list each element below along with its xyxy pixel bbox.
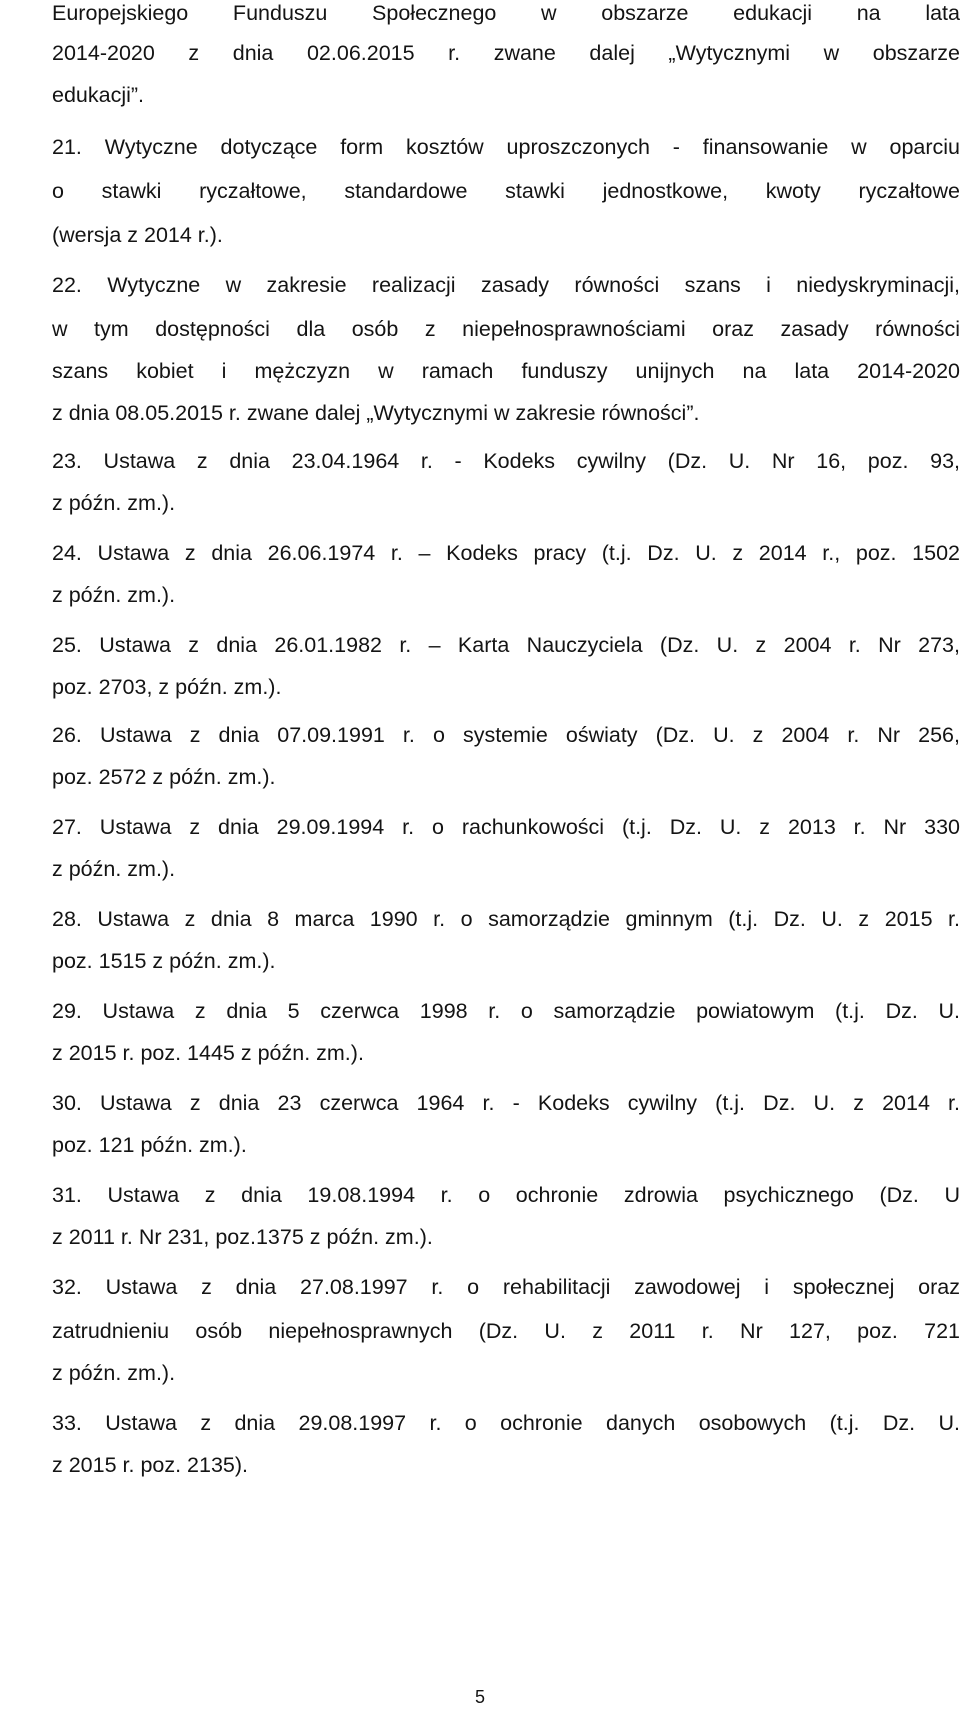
list-item-32-line: zatrudnieniu osób niepełnosprawnych (Dz. U. z 2011 r. Nr 127, poz. 721: [52, 1319, 960, 1343]
list-item-21-line: 21. Wytyczne dotyczące form kosztów uproszczonych - finansowanie w oparciu: [52, 135, 960, 159]
list-item-25-line: poz. 2703, z późn. zm.).: [52, 675, 282, 699]
list-item-28-line: poz. 1515 z późn. zm.).: [52, 949, 276, 973]
list-item-27-line: z późn. zm.).: [52, 857, 176, 881]
list-item-27-line: 27. Ustawa z dnia 29.09.1994 r. o rachunkowości (t.j. Dz. U. z 2013 r. Nr 330: [52, 815, 960, 839]
page-number: 5: [474, 1687, 485, 1707]
list-item-21-line: o stawki ryczałtowe, standardowe stawki jednostkowe, kwoty ryczałtowe: [52, 179, 960, 203]
list-item-33-line: 33. Ustawa z dnia 29.08.1997 r. o ochronie danych osobowych (t.j. Dz. U.: [52, 1411, 960, 1435]
list-item-22-line: z dnia 08.05.2015 r. zwane dalej „Wytycznymi w zakresie równości”.: [52, 401, 700, 425]
list-item-23-line: z późn. zm.).: [52, 491, 176, 515]
list-item-22-line: szans kobiet i mężczyzn w ramach funduszy unijnych na lata 2014-2020: [52, 359, 960, 383]
list-item-24-line: 24. Ustawa z dnia 26.06.1974 r. – Kodeks pracy (t.j. Dz. U. z 2014 r., poz. 1502: [52, 541, 960, 565]
list-item-30-line: poz. 121 późn. zm.).: [52, 1133, 247, 1157]
intro-line: 2014-2020 z dnia 02.06.2015 r. zwane dalej „Wytycznymi w obszarze: [52, 41, 960, 65]
intro-line: edukacji”.: [52, 83, 145, 107]
list-item-21-line: (wersja z 2014 r.).: [52, 223, 223, 247]
list-item-31-line: z 2011 r. Nr 231, poz.1375 z późn. zm.).: [52, 1225, 433, 1249]
list-item-32-line: 32. Ustawa z dnia 27.08.1997 r. o rehabilitacji zawodowej i społecznej oraz: [52, 1275, 960, 1299]
list-item-24-line: z późn. zm.).: [52, 583, 176, 607]
list-item-31-line: 31. Ustawa z dnia 19.08.1994 r. o ochronie zdrowia psychicznego (Dz. U: [52, 1183, 960, 1207]
list-item-22-line: 22. Wytyczne w zakresie realizacji zasady równości szans i niedyskryminacji,: [52, 273, 960, 297]
list-item-33-line: z 2015 r. poz. 2135).: [52, 1453, 249, 1477]
list-item-30-line: 30. Ustawa z dnia 23 czerwca 1964 r. - Kodeks cywilny (t.j. Dz. U. z 2014 r.: [52, 1091, 960, 1115]
list-item-26-line: poz. 2572 z późn. zm.).: [52, 765, 276, 789]
list-item-29-line: 29. Ustawa z dnia 5 czerwca 1998 r. o samorządzie powiatowym (t.j. Dz. U.: [52, 999, 960, 1023]
list-item-32-line: z późn. zm.).: [52, 1361, 176, 1385]
list-item-22-line: w tym dostępności dla osób z niepełnosprawnościami oraz zasady równości: [52, 317, 960, 341]
list-item-23-line: 23. Ustawa z dnia 23.04.1964 r. - Kodeks cywilny (Dz. U. Nr 16, poz. 93,: [52, 449, 960, 473]
list-item-28-line: 28. Ustawa z dnia 8 marca 1990 r. o samorządzie gminnym (t.j. Dz. U. z 2015 r.: [52, 907, 960, 931]
list-item-29-line: z 2015 r. poz. 1445 z późn. zm.).: [52, 1041, 364, 1065]
list-item-26-line: 26. Ustawa z dnia 07.09.1991 r. o systemie oświaty (Dz. U. z 2004 r. Nr 256,: [52, 723, 960, 747]
intro-line: Europejskiego Funduszu Społecznego w obszarze edukacji na lata: [52, 1, 960, 25]
list-item-25-line: 25. Ustawa z dnia 26.01.1982 r. – Karta Nauczyciela (Dz. U. z 2004 r. Nr 273,: [52, 633, 960, 657]
